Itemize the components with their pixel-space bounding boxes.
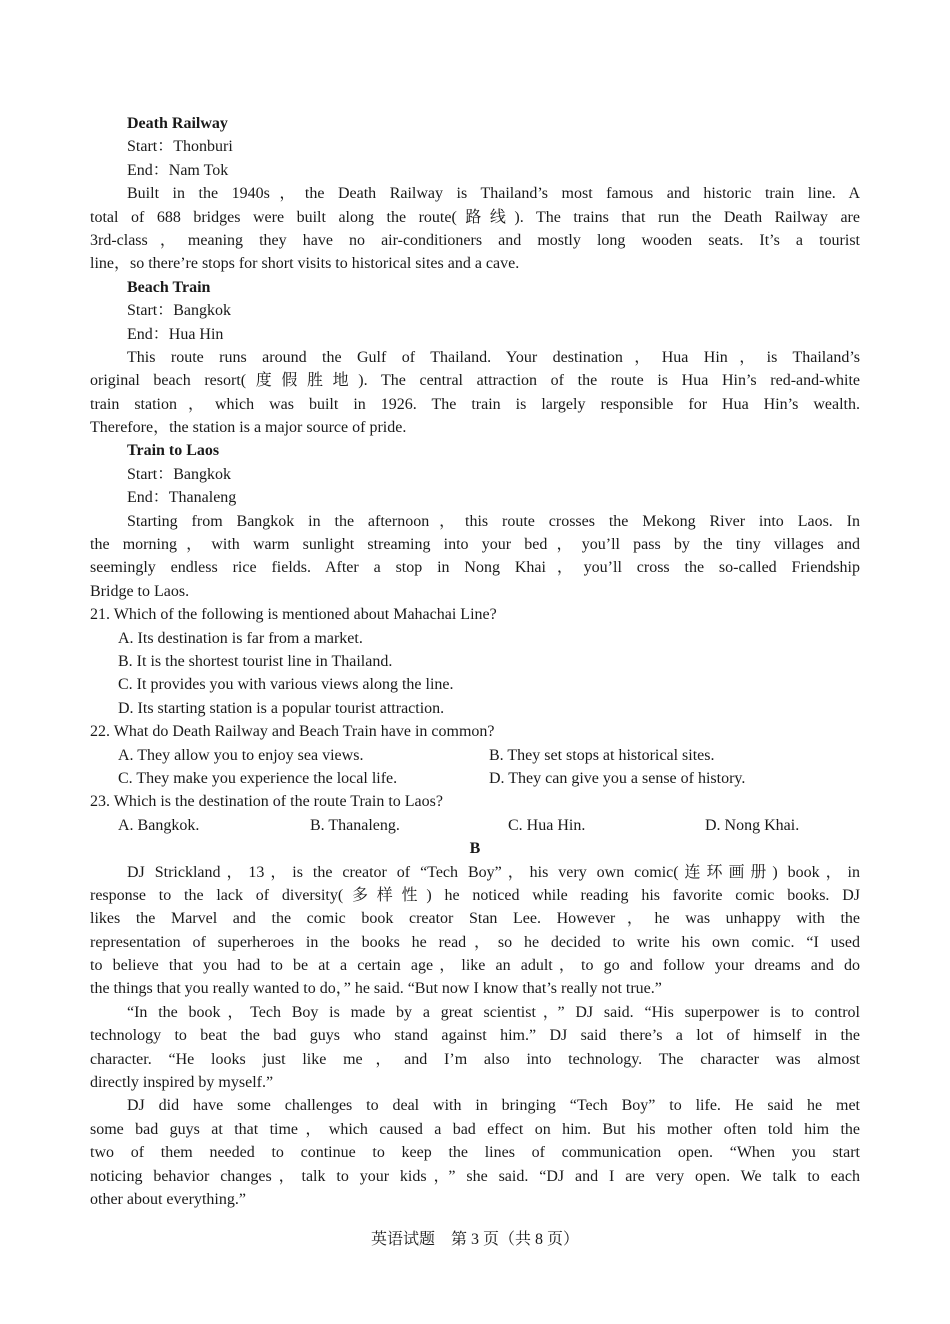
paragraph-line: character. “He looks just like me，and I’m also into technology. The character was almost <box>90 1050 860 1068</box>
page-footer: 英语试题 第 3 页（共 8 页） <box>370 1231 579 1248</box>
paragraph-line: response to the lack of diversity(多样性) he noticed while reading his favorite comic books. DJ <box>90 886 860 904</box>
answer-option: D. Nong Khai. <box>705 816 800 834</box>
paragraph-line: total of 688 bridges were built along the route(路线). The trains that run the Death Railway are <box>90 208 860 226</box>
answer-option: A. They allow you to enjoy sea views. <box>118 746 364 764</box>
route-detail: Start：Bangkok <box>127 302 231 320</box>
answer-option: C. They make you experience the local life. <box>118 769 398 787</box>
paragraph-line: to believe that you had to be at a certain age，like an adult，to go and follow your dreams and do <box>90 957 860 975</box>
answer-option: D. They can give you a sense of history. <box>489 769 746 787</box>
answer-option: B. Thanaleng. <box>310 816 400 834</box>
paragraph-line: the things that you really wanted to do，” he said. “But now I know that’s really not true.” <box>90 980 662 998</box>
answer-option: B. They set stops at historical sites. <box>489 746 715 764</box>
route-detail: End：Hua Hin <box>127 325 224 343</box>
paragraph-line: DJ Strickland，13，is the creator of “Tech Boy”，his very own comic(连环画册) book，in <box>127 863 860 881</box>
route-heading: Beach Train <box>127 278 211 296</box>
paragraph-line: This route runs around the Gulf of Thailand. Your destination，Hua Hin，is Thailand’s <box>127 348 860 366</box>
paragraph-line: “In the book，Tech Boy is made by a great scientist，” DJ said. “His superpower is to control <box>127 1003 860 1021</box>
answer-options-row <box>90 744 860 767</box>
paragraph-line: DJ did have some challenges to deal with in bringing “Tech Boy” to life. He said he met <box>127 1097 860 1115</box>
paragraph-line: some bad guys at that time，which caused a bad effect on him. But his mother often told him the <box>90 1120 860 1138</box>
answer-option: B. It is the shortest tourist line in Thailand. <box>118 652 393 670</box>
answer-options-row <box>90 814 860 837</box>
answer-option: A. Its destination is far from a market. <box>118 629 363 647</box>
paragraph-line: noticing behavior changes，talk to your kids，” she said. “DJ and I are very open. We talk to each <box>90 1167 860 1185</box>
route-heading: Death Railway <box>127 115 228 132</box>
paragraph-line: directly inspired by myself.” <box>90 1074 274 1092</box>
paragraph-line: 3rd-class，meaning they have no air-conditioners and mostly long wooden seats. It’s a tourist <box>90 231 860 249</box>
paragraph-line: original beach resort(度假胜地). The central attraction of the route is Hua Hin’s red-and-white <box>90 372 860 390</box>
paragraph-line: other about everything.” <box>90 1190 246 1208</box>
question-text: 21. Which of the following is mentioned about Mahachai Line? <box>90 606 497 624</box>
answer-option: D. Its starting station is a popular tourist attraction. <box>118 699 445 717</box>
paragraph-line: two of them needed to continue to keep the lines of communication open. “When you start <box>90 1144 860 1162</box>
route-heading: Train to Laos <box>127 442 220 460</box>
document-body <box>90 112 860 1211</box>
paragraph-line: likes the Marvel and the comic book creator Stan Lee. However，he was unhappy with the <box>90 910 860 928</box>
section-heading: B <box>469 840 481 858</box>
paragraph-line: the morning，with warm sunlight streaming into your bed，you’ll pass by the tiny villages and <box>90 536 860 554</box>
answer-option: C. Hua Hin. <box>508 816 586 834</box>
route-detail: Start：Bangkok <box>127 465 231 483</box>
paragraph-line: Bridge to Laos. <box>90 582 190 600</box>
paragraph-line: Starting from Bangkok in the afternoon，this route crosses the Mekong River into Laos. In <box>127 512 860 530</box>
route-detail: Start：Thonburi <box>127 138 233 156</box>
paragraph-line: Therefore，the station is a major source of pride. <box>90 419 407 437</box>
question-text: 22. What do Death Railway and Beach Train have in common? <box>90 723 495 741</box>
paragraph-line: technology to beat the bad guys who stand against him.” DJ said there’s a lot of himself in the <box>90 1027 860 1045</box>
paragraph-line: Built in the 1940s，the Death Railway is Thailand’s most famous and historic train line. A <box>127 185 860 203</box>
paragraph-line: seemingly endless rice fields. After a stop in Nong Khai，you’ll cross the so-called Friendship <box>90 559 860 577</box>
paragraph-line: line，so there’re stops for short visits to historical sites and a cave. <box>90 255 520 273</box>
paragraph-line: train station，which was built in 1926. The train is largely responsible for Hua Hin’s wealth. <box>90 395 860 413</box>
answer-option: A. Bangkok. <box>118 816 200 834</box>
question-text: 23. Which is the destination of the route Train to Laos? <box>90 793 443 811</box>
paragraph-line: representation of superheroes in the books he read，so he decided to write his own comic. “I used <box>90 933 860 951</box>
answer-option: C. It provides you with various views along the line. <box>118 676 454 694</box>
answer-options-row <box>90 767 860 790</box>
route-detail: End：Thanaleng <box>127 489 237 507</box>
route-detail: End：Nam Tok <box>127 161 229 179</box>
